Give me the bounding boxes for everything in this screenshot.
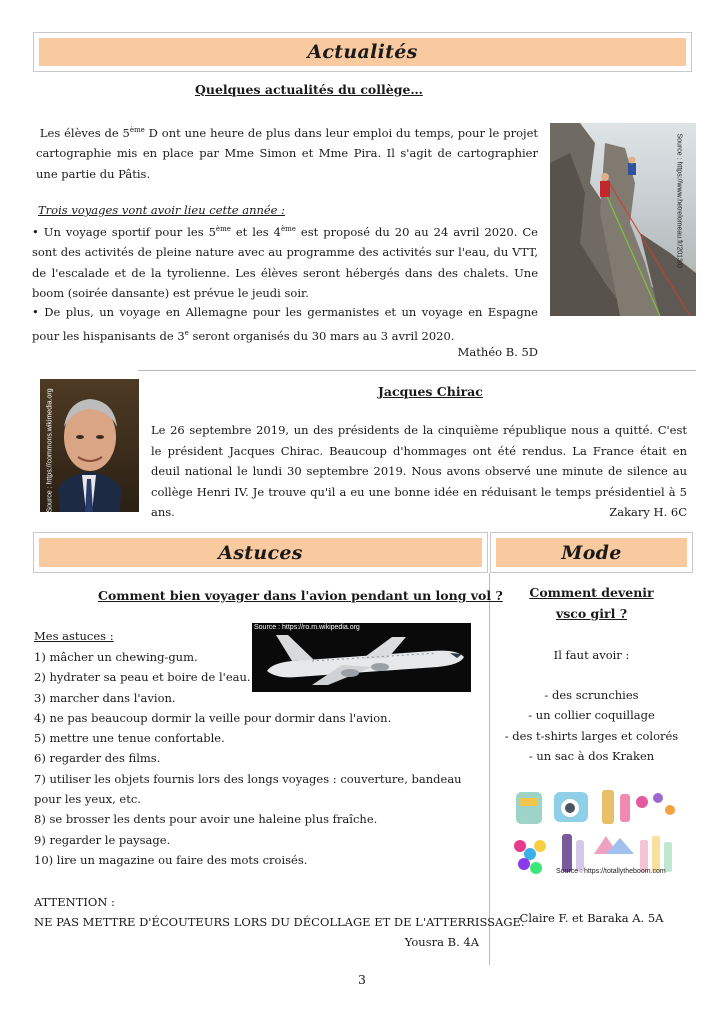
chirac-signature: Zakary H. 6C	[609, 505, 687, 519]
astuces-heading: Comment bien voyager dans l'avion pendant un long vol ?	[98, 588, 503, 603]
actualites-title: Actualités	[307, 41, 418, 63]
mode-title: Mode	[561, 541, 622, 564]
list-item: 1) mâcher un chewing-gum.	[34, 650, 198, 664]
astuces-list-title: Mes astuces :	[34, 629, 114, 643]
mode-banner	[490, 532, 693, 573]
vsco-photo-source: Source : https://totallytheboom.com	[556, 868, 666, 875]
mode-heading-line2: vsco girl ?	[555, 606, 628, 621]
actualites-signature: Mathéo B. 5D	[457, 345, 538, 359]
mode-list	[490, 685, 693, 766]
page-number: 3	[358, 972, 366, 987]
chirac-heading: Jacques Chirac	[378, 384, 483, 399]
actualites-heading: Quelques actualités du collège…	[195, 82, 423, 97]
list-item: 7) utiliser les objets fournis lors des longs voyages : couverture, bandeau pour les yeux, etc.	[34, 771, 462, 807]
section-divider	[138, 370, 696, 371]
chirac-photo-source: Source : https://commons.wikimedia.org	[46, 388, 54, 512]
list-item: - des t-shirts larges et colorés	[504, 728, 679, 743]
astuces-signature: Yousra B. 4A	[404, 935, 479, 949]
list-item: 2) hydrater sa peau et boire de l'eau.	[34, 670, 251, 685]
list-item: 10) lire un magazine ou faire des mots croisés.	[34, 852, 308, 867]
mode-heading-line1: Comment devenir	[529, 585, 654, 600]
list-item: 9) regarder le paysage.	[34, 832, 171, 847]
voyages-heading: Trois voyages vont avoir lieu cette année :	[38, 203, 286, 217]
list-item: - des scrunchies	[544, 688, 639, 702]
list-item: 4) ne pas beaucoup dormir la veille pour dormir dans l'avion.	[34, 710, 392, 725]
list-item: 6) regarder des films.	[34, 751, 161, 766]
voyages-langues-paragraph: • De plus, un voyage en Allemagne pour les germanistes et un voyage en Espagne pour les hispanisants de 3e seront organisés du 30 mars au 3 avril 2020.	[32, 305, 538, 343]
chirac-paragraph: Le 26 septembre 2019, un des présidents de la cinquième république nous a quitté. C'est le président Jacques Chirac. Beaucoup d'hommages ont été rendus. La France était en deuil national le lundi 30 septembre 2019. Nous avons observé une minute de silence au collège Henri IV. Je trouve qu'il a eu une bonne idée en réduisant le temps présidentiel à 5 ans.	[151, 423, 687, 519]
voyage-sportif-paragraph: • Un voyage sportif pour les 5ème et les 4ème est proposé du 20 au 24 avril 2020. Ce sont des activités de pleine nature avec au programme des activités sur l'eau, du VTT, de l'escalade et de la tyrolienne. Les élèves seront hébergés dans des chalets. Une boom (soirée dansante) est prévue le jeudi soir.	[32, 224, 538, 301]
cartographie-paragraph: Les élèves de 5ème D ont une heure de plus dans leur emploi du temps, pour le projet cartographie mis en place par Mme Simon et Mme Pira. Il s'agit de cartographier une partie du Pâtis.	[36, 125, 539, 181]
astuces-banner	[33, 532, 488, 573]
mode-intro: Il faut avoir :	[553, 648, 630, 662]
attention-text: NE PAS METTRE D'ÉCOUTEURS LORS DU DÉCOLLAGE ET DE L'ATTERRISSAGE.	[34, 915, 525, 929]
climbing-photo	[550, 123, 696, 316]
chirac-photo	[40, 379, 139, 512]
climbing-photo-source: Source : https://www.hetrelomeau.fr/2013/0	[675, 133, 683, 268]
column-divider	[489, 573, 490, 965]
airplane-photo	[252, 623, 471, 692]
list-item: - un collier coquillage	[528, 708, 655, 723]
list-item: 8) se brosser les dents pour avoir une haleine plus fraîche.	[34, 812, 378, 827]
astuces-title: Astuces	[218, 541, 303, 564]
airplane-photo-source: Source : https://ro.m.wikipedia.org	[254, 624, 360, 631]
mode-signature: Claire F. et Baraka A. 5A	[519, 911, 664, 925]
actualites-banner	[33, 32, 692, 72]
list-item: - un sac à dos Kraken	[528, 748, 655, 763]
attention-label: ATTENTION :	[34, 895, 115, 909]
list-item: 5) mettre une tenue confortable.	[34, 731, 225, 746]
list-item: 3) marcher dans l'avion.	[34, 690, 176, 705]
vsco-items-photo	[510, 784, 680, 880]
